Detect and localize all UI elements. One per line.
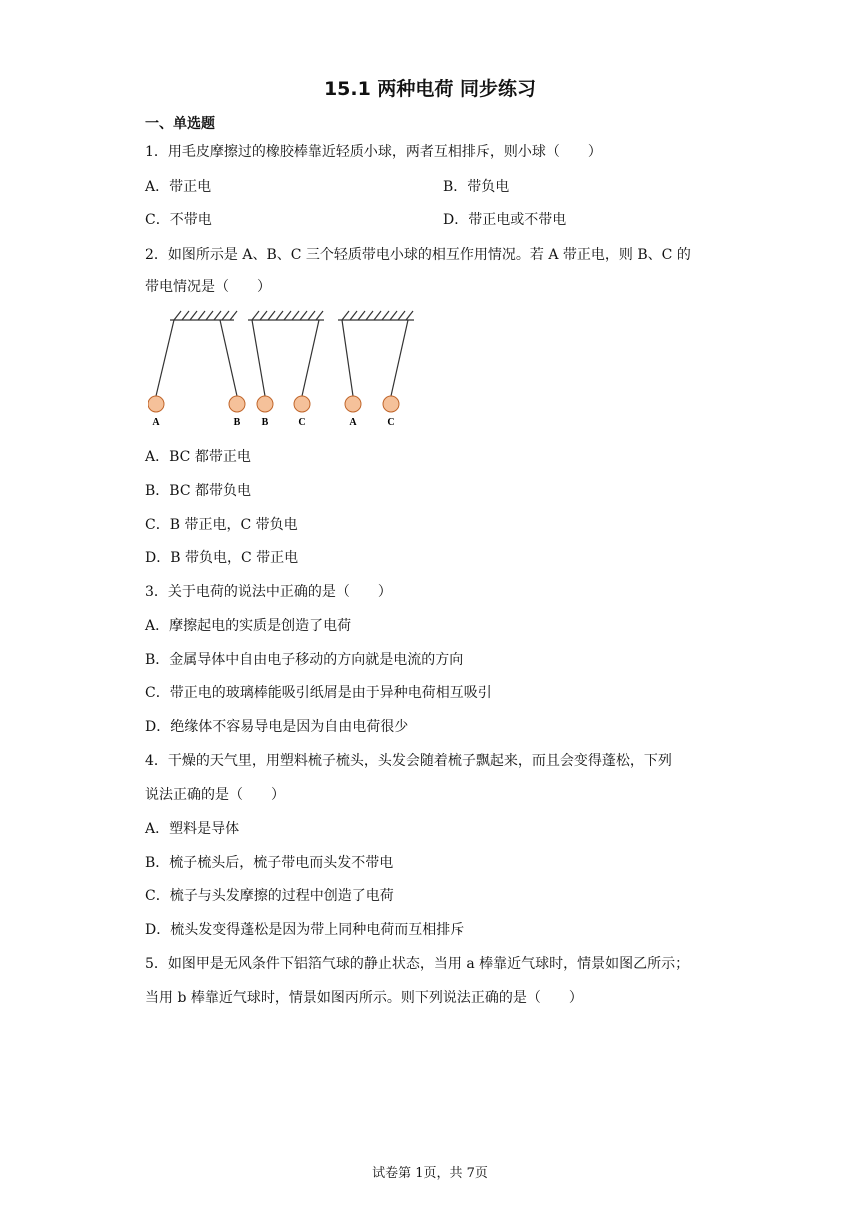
ball-2 xyxy=(257,396,273,412)
charged-balls-figure xyxy=(148,306,420,434)
question-4-option-c: C．梳子与头发摩擦的过程中创造了电荷 xyxy=(145,888,394,904)
question-5-stem-line-1: 5．如图甲是无风条件下铝箔气球的静止状态，当用 a 棒靠近气球时，情景如图乙所示； xyxy=(145,956,690,972)
string-c3 xyxy=(391,320,408,396)
ball-label-1: B xyxy=(233,417,241,428)
question-3-option-b: B．金属导体中自由电子移动的方向就是电流的方向 xyxy=(145,652,464,668)
string-c2 xyxy=(302,320,319,396)
ball-label-3: C xyxy=(298,417,306,428)
question-2-stem-line-1: 2．如图所示是 A、B、C 三个轻质带电小球的相互作用情况。若 A 带正电，则 B、C 的 xyxy=(145,247,691,263)
section-title: 一、单选题 xyxy=(145,116,215,132)
question-4-option-a: A．塑料是导体 xyxy=(145,821,240,837)
question-1-stem: 1．用毛皮摩擦过的橡胶棒靠近轻质小球，两者互相排斥，则小球（ ） xyxy=(145,144,602,160)
question-4-option-b: B．梳子梳头后，梳子带电而头发不带电 xyxy=(145,855,394,871)
question-1-option-c: C．不带电 xyxy=(145,212,212,228)
question-2-stem-line-2: 带电情况是（ ） xyxy=(145,279,271,295)
string-b2 xyxy=(252,320,265,396)
string-a1 xyxy=(156,320,174,396)
question-4-option-d: D．梳头发变得蓬松是因为带上同种电荷而互相排斥 xyxy=(145,922,465,938)
question-3-option-a: A．摩擦起电的实质是创造了电荷 xyxy=(145,618,352,634)
ball-3 xyxy=(294,396,310,412)
page-title: 15.1 两种电荷 同步练习 xyxy=(323,78,537,100)
ball-label-2: B xyxy=(261,417,269,428)
ball-label-0: A xyxy=(152,417,160,428)
question-2-option-a: A．BC 都带正电 xyxy=(145,449,251,465)
question-3-option-c: C．带正电的玻璃棒能吸引纸屑是由于异种电荷相互吸引 xyxy=(145,685,492,701)
ball-label-5: C xyxy=(387,417,395,428)
ball-1 xyxy=(229,396,245,412)
question-2-option-c: C．B 带正电，C 带负电 xyxy=(145,517,298,533)
string-b1 xyxy=(220,320,237,396)
question-1-option-d: D．带正电或不带电 xyxy=(443,212,567,228)
ball-4 xyxy=(345,396,361,412)
page-footer: 试卷第 1页，共 7页 xyxy=(372,1166,488,1181)
question-4-stem-line-2: 说法正确的是（ ） xyxy=(145,787,285,803)
string-a3 xyxy=(342,320,353,396)
ball-0 xyxy=(148,396,164,412)
question-1-option-b: B．带负电 xyxy=(443,179,510,195)
question-2-option-b: B．BC 都带负电 xyxy=(145,483,251,499)
question-2-option-d: D．B 带负电，C 带正电 xyxy=(145,550,299,566)
question-5-stem-line-2: 当用 b 棒靠近气球时，情景如图丙所示。则下列说法正确的是（ ） xyxy=(145,990,583,1006)
question-4-stem-line-1: 4．干燥的天气里，用塑料梳子梳头，头发会随着梳子飘起来，而且会变得蓬松，下列 xyxy=(145,753,672,769)
question-3-option-d: D．绝缘体不容易导电是因为自由电荷很少 xyxy=(145,719,409,735)
ball-label-4: A xyxy=(349,417,357,428)
ball-5 xyxy=(383,396,399,412)
question-3-stem: 3．关于电荷的说法中正确的是（ ） xyxy=(145,584,392,600)
question-1-option-a: A．带正电 xyxy=(145,179,212,195)
